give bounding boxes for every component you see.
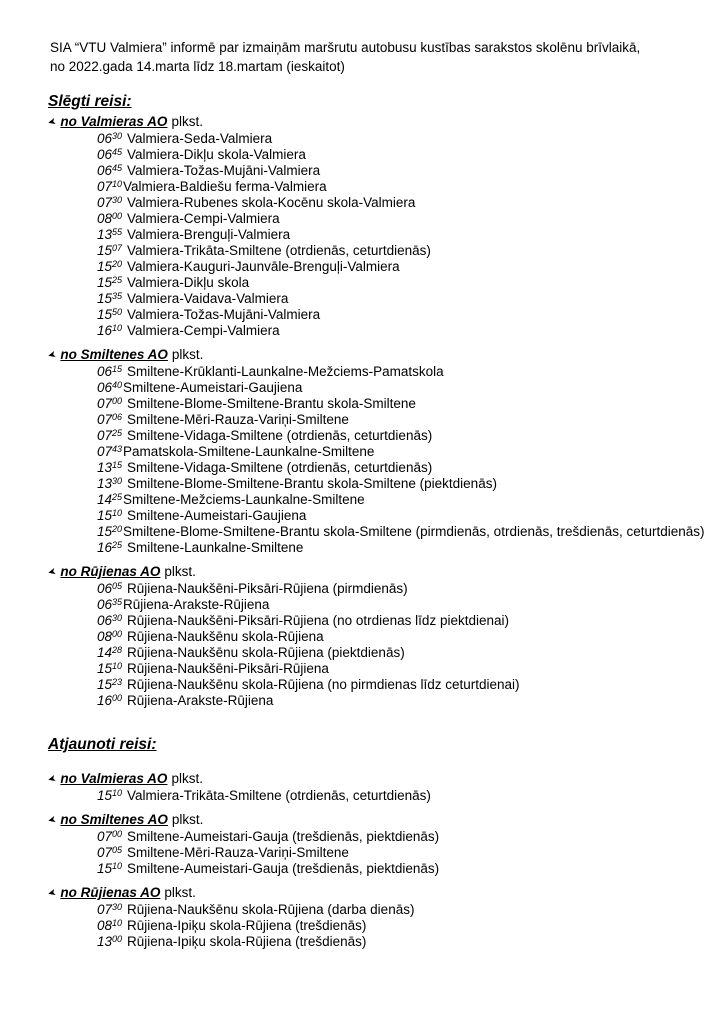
trip-time: [97, 291, 122, 306]
trip-time: [97, 211, 122, 226]
trip-route: Valmiera-Tožas-Mujāni-Valmiera: [127, 163, 321, 178]
depot-group-header: [48, 564, 706, 581]
trip-route: Smiltene-Krūklanti-Launkalne-Mežciems-Pamatskola: [127, 364, 444, 379]
trip-row: [48, 364, 706, 380]
trip-row: [48, 934, 706, 950]
trip-route: Rūjiena-Naukšēnu skola-Rūjiena (piektdienās): [127, 645, 405, 660]
trip-time: [97, 259, 122, 274]
trip-row: [48, 492, 706, 508]
trip-minutes: 45: [112, 162, 123, 173]
trip-hour: 06: [97, 163, 113, 178]
trip-minutes: 28: [112, 644, 123, 655]
intro-line-2: no 2022.gada 14.marta līdz 18.martam (ieskaitot): [50, 59, 345, 74]
trip-minutes: 30: [112, 194, 123, 205]
trip-minutes: 25: [112, 427, 123, 438]
depot-group-label: no Valmieras AO: [60, 114, 168, 129]
trip-hour: 06: [97, 597, 113, 612]
trip-minutes: 23: [112, 676, 123, 687]
trip-route: Rūjiena-Ipiķu skola-Rūjiena (trešdienās): [127, 934, 367, 949]
trip-route: Pamatskola-Smiltene-Launkalne-Smiltene: [123, 444, 375, 459]
trip-minutes: 10: [112, 660, 123, 671]
trip-hour: 13: [97, 934, 113, 949]
trip-time: [97, 195, 122, 210]
trip-row: [48, 613, 706, 629]
trip-list: [48, 902, 706, 950]
trip-hour: 13: [97, 227, 113, 242]
trip-row: [48, 845, 706, 861]
trip-route: Valmiera-Trikāta-Smiltene (otrdienās, ceturtdienās): [127, 788, 431, 803]
depot-group-header: [48, 885, 706, 902]
trip-minutes: 07: [112, 242, 123, 253]
trip-list: [48, 581, 706, 709]
trip-route: Valmiera-Vaidava-Valmiera: [127, 291, 289, 306]
trip-row: [48, 645, 706, 661]
depot-group-time-word: plkst.: [171, 812, 204, 827]
trip-row: [48, 540, 706, 556]
trip-row: [48, 902, 706, 918]
depot-group-time-word: plkst.: [164, 564, 196, 579]
trip-route: Rūjiena-Naukšēni-Piksāri-Rūjiena (no otrdienas līdz piektdienai): [127, 613, 509, 628]
trip-minutes: 00: [112, 395, 123, 406]
trip-hour: 15: [97, 259, 113, 274]
trip-time: [97, 460, 122, 475]
trip-route: Smiltene-Aumeistari-Gaujiena: [127, 508, 307, 523]
trip-minutes: 43: [112, 443, 123, 454]
dart-bullet-icon: ➤: [46, 349, 58, 362]
trip-time: [97, 364, 122, 379]
trip-minutes: 20: [112, 523, 123, 534]
trip-hour: 15: [97, 243, 113, 258]
trip-row: [48, 396, 706, 412]
trip-row: [48, 829, 706, 845]
depot-group-header: [48, 347, 706, 364]
trip-list: [48, 788, 706, 804]
trip-hour: 15: [97, 861, 113, 876]
trip-time: [97, 492, 122, 507]
trip-row: [48, 677, 706, 693]
trip-hour: 15: [97, 661, 113, 676]
trip-hour: 06: [97, 147, 113, 162]
trip-hour: 16: [97, 540, 113, 555]
trip-row: [48, 581, 706, 597]
trip-route: Valmiera-Seda-Valmiera: [127, 131, 273, 146]
trip-route: Rūjiena-Arakste-Rūjiena: [127, 693, 274, 708]
trip-row: [48, 211, 706, 227]
trip-minutes: 40: [112, 379, 123, 390]
dart-bullet-icon: ➤: [46, 887, 58, 900]
sections-container: [48, 92, 706, 950]
trip-route: Smiltene-Mēri-Rauza-Variņi-Smiltene: [127, 412, 349, 427]
trip-route: Smiltene-Aumeistari-Gauja (trešdienās, piektdienās): [127, 861, 440, 876]
trip-route: Rūjiena-Naukšēnu skola-Rūjiena (darba dienās): [127, 902, 415, 917]
trip-minutes: 00: [112, 210, 123, 221]
trip-list: [48, 829, 706, 877]
trip-row: [48, 861, 706, 877]
depot-group-time-word: plkst.: [171, 347, 204, 362]
trip-hour: 08: [97, 918, 113, 933]
trip-minutes: 10: [112, 322, 123, 333]
trip-minutes: 55: [112, 226, 123, 237]
depot-group-label: no Smiltenes AO: [60, 347, 168, 362]
trip-row: [48, 163, 706, 179]
trip-list: [48, 364, 706, 556]
depot-group-label: no Valmieras AO: [60, 771, 168, 786]
trip-hour: 16: [97, 323, 113, 338]
trip-route: Valmiera-Tožas-Mujāni-Valmiera: [127, 307, 321, 322]
depot-group-header: [48, 812, 706, 829]
trip-hour: 13: [97, 460, 113, 475]
trip-minutes: 10: [112, 507, 123, 518]
depot-group: [48, 771, 706, 804]
trip-minutes: 00: [112, 933, 123, 944]
trip-hour: 14: [97, 645, 113, 660]
trip-time: [97, 428, 122, 443]
dart-bullet-icon: ➤: [46, 773, 58, 786]
trip-hour: 07: [97, 829, 113, 844]
section: [48, 735, 706, 950]
trip-route: Valmiera-Dikļu skola: [127, 275, 250, 290]
trip-time: [97, 693, 122, 708]
trip-time: [97, 845, 122, 860]
trip-minutes: 00: [112, 628, 123, 639]
trip-time: [97, 396, 122, 411]
trip-route: Smiltene-Aumeistari-Gauja (trešdienās, piektdienās): [127, 829, 440, 844]
trip-time: [97, 163, 122, 178]
trip-route: Smiltene-Launkalne-Smiltene: [127, 540, 304, 555]
trip-minutes: 30: [112, 612, 123, 623]
trip-row: [48, 661, 706, 677]
trip-hour: 15: [97, 307, 113, 322]
trip-row: [48, 147, 706, 163]
trip-row: [48, 524, 706, 540]
trip-row: [48, 323, 706, 339]
trip-minutes: 50: [112, 306, 123, 317]
trip-minutes: 15: [112, 363, 123, 374]
trip-hour: 07: [97, 195, 113, 210]
trip-route: Rūjiena-Ipiķu skola-Rūjiena (trešdienās): [127, 918, 367, 933]
dart-bullet-icon: ➤: [46, 814, 58, 827]
trip-route: Smiltene-Blome-Smiltene-Brantu skola-Smiltene: [127, 396, 416, 411]
trip-hour: 07: [97, 845, 113, 860]
trip-route: Valmiera-Cempi-Valmiera: [127, 211, 280, 226]
depot-group: [48, 812, 706, 877]
trip-minutes: 00: [112, 692, 123, 703]
trip-time: [97, 227, 122, 242]
trip-hour: 16: [97, 693, 113, 708]
intro-paragraph: [50, 38, 706, 76]
trip-row: [48, 243, 706, 259]
intro-line-1: SIA “VTU Valmiera” informē par izmaiņām maršrutu autobusu kustības sarakstos skolēnu brīvlaikā,: [50, 40, 641, 55]
trip-row: [48, 460, 706, 476]
depot-group-label: no Smiltenes AO: [60, 812, 168, 827]
depot-group-header: [48, 114, 706, 131]
trip-row: [48, 508, 706, 524]
trip-minutes: 45: [112, 146, 123, 157]
trip-minutes: 10: [112, 178, 123, 189]
trip-time: [97, 597, 122, 612]
section-title: Slēgti reisi:: [48, 93, 132, 110]
trip-time: [97, 307, 122, 322]
trip-minutes: 20: [112, 258, 123, 269]
trip-hour: 06: [97, 581, 113, 596]
trip-time: [97, 412, 122, 427]
trip-route: Smiltene-Mežciems-Launkalne-Smiltene: [123, 492, 365, 507]
trip-time: [97, 629, 122, 644]
trip-minutes: 25: [112, 539, 123, 550]
trip-time: [97, 788, 122, 803]
trip-route: Smiltene-Mēri-Rauza-Variņi-Smiltene: [127, 845, 349, 860]
trip-hour: 06: [97, 380, 113, 395]
trip-route: Valmiera-Cempi-Valmiera: [127, 323, 280, 338]
trip-minutes: 10: [112, 860, 123, 871]
trip-hour: 13: [97, 476, 113, 491]
trip-hour: 15: [97, 275, 113, 290]
trip-minutes: 05: [112, 844, 123, 855]
trip-hour: 15: [97, 788, 113, 803]
section-groups: [48, 114, 706, 709]
trip-time: [97, 613, 122, 628]
trip-time: [97, 934, 122, 949]
trip-time: [97, 661, 122, 676]
trip-row: [48, 307, 706, 323]
trip-row: [48, 291, 706, 307]
trip-list: [48, 131, 706, 339]
trip-hour: 07: [97, 396, 113, 411]
trip-route: Valmiera-Baldiešu ferma-Valmiera: [123, 179, 327, 194]
dart-bullet-icon: ➤: [46, 566, 58, 579]
trip-row: [48, 629, 706, 645]
trip-row: [48, 476, 706, 492]
trip-minutes: 00: [112, 828, 123, 839]
trip-hour: 07: [97, 428, 113, 443]
trip-row: [48, 380, 706, 396]
trip-route: Smiltene-Vidaga-Smiltene (otrdienās, ceturtdienās): [127, 428, 433, 443]
depot-group-header: [48, 771, 706, 788]
trip-hour: 15: [97, 291, 113, 306]
trip-route: Smiltene-Aumeistari-Gaujiena: [123, 380, 303, 395]
trip-route: Rūjiena-Naukšēni-Piksāri-Rūjiena (pirmdienās): [127, 581, 408, 596]
trip-time: [97, 918, 122, 933]
trip-time: [97, 902, 122, 917]
depot-group-time-word: plkst.: [171, 771, 203, 786]
trip-time: [97, 645, 122, 660]
trip-hour: 06: [97, 613, 113, 628]
trip-minutes: 30: [112, 130, 123, 141]
trip-row: [48, 918, 706, 934]
trip-route: Rūjiena-Naukšēnu skola-Rūjiena: [127, 629, 324, 644]
trip-row: [48, 428, 706, 444]
trip-hour: 07: [97, 412, 113, 427]
trip-row: [48, 195, 706, 211]
trip-time: [97, 131, 122, 146]
trip-route: Valmiera-Brenguļi-Valmiera: [127, 227, 291, 242]
trip-hour: 07: [97, 179, 113, 194]
trip-time: [97, 275, 122, 290]
trip-hour: 08: [97, 629, 113, 644]
trip-time: [97, 540, 122, 555]
trip-hour: 07: [97, 444, 113, 459]
depot-group: [48, 564, 706, 709]
dart-bullet-icon: ➤: [46, 116, 58, 129]
trip-hour: 07: [97, 902, 113, 917]
trip-minutes: 25: [112, 491, 123, 502]
trip-hour: 08: [97, 211, 113, 226]
trip-row: [48, 412, 706, 428]
trip-time: [97, 677, 122, 692]
trip-time: [97, 861, 122, 876]
trip-row: [48, 227, 706, 243]
trip-row: [48, 131, 706, 147]
trip-minutes: 35: [112, 290, 123, 301]
trip-row: [48, 788, 706, 804]
trip-route: Valmiera-Kauguri-Jaunvāle-Brenguļi-Valmiera: [127, 259, 400, 274]
trip-minutes: 15: [112, 459, 123, 470]
trip-row: [48, 275, 706, 291]
section-groups: [48, 771, 706, 950]
trip-hour: 06: [97, 131, 113, 146]
trip-time: [97, 243, 122, 258]
trip-minutes: 10: [112, 917, 123, 928]
trip-minutes: 35: [112, 596, 123, 607]
section-title: Atjaunoti reisi:: [48, 736, 157, 753]
trip-hour: 06: [97, 364, 113, 379]
trip-minutes: 10: [112, 787, 123, 798]
trip-hour: 15: [97, 508, 113, 523]
trip-row: [48, 444, 706, 460]
trip-row: [48, 179, 706, 195]
trip-time: [97, 476, 122, 491]
trip-route: Smiltene-Blome-Smiltene-Brantu skola-Smiltene (piektdienās): [127, 476, 497, 491]
depot-group-label: no Rūjienas AO: [60, 564, 161, 579]
trip-time: [97, 380, 122, 395]
trip-row: [48, 597, 706, 613]
depot-group: [48, 114, 706, 339]
trip-row: [48, 259, 706, 275]
trip-time: [97, 508, 122, 523]
trip-time: [97, 179, 122, 194]
depot-group-time-word: plkst.: [164, 885, 196, 900]
depot-group: [48, 347, 706, 556]
trip-row: [48, 693, 706, 709]
trip-route: Smiltene-Vidaga-Smiltene (otrdienās, ceturtdienās): [127, 460, 433, 475]
trip-route: Rūjiena-Naukšēni-Piksāri-Rūjiena: [127, 661, 329, 676]
trip-hour: 15: [97, 677, 113, 692]
section: [48, 92, 706, 709]
trip-time: [97, 524, 122, 539]
trip-time: [97, 323, 122, 338]
trip-minutes: 05: [112, 580, 123, 591]
depot-group-label: no Rūjienas AO: [60, 885, 161, 900]
trip-route: Valmiera-Dikļu skola-Valmiera: [127, 147, 306, 162]
trip-route: Rūjiena-Arakste-Rūjiena: [123, 597, 270, 612]
trip-minutes: 06: [112, 411, 123, 422]
trip-hour: 15: [97, 524, 113, 539]
trip-route: Valmiera-Trikāta-Smiltene (otrdienās, ceturtdienās): [127, 243, 431, 258]
trip-time: [97, 444, 122, 459]
trip-time: [97, 147, 122, 162]
trip-minutes: 30: [112, 901, 123, 912]
depot-group: [48, 885, 706, 950]
trip-route: Valmiera-Rubenes skola-Kocēnu skola-Valmiera: [127, 195, 416, 210]
trip-hour: 14: [97, 492, 113, 507]
trip-time: [97, 581, 122, 596]
trip-minutes: 25: [112, 274, 123, 285]
trip-route: Smiltene-Blome-Smiltene-Brantu skola-Smiltene (pirmdienās, otrdienās, trešdienās, ceturtdienās): [123, 524, 705, 539]
trip-time: [97, 829, 122, 844]
trip-route: Rūjiena-Naukšēnu skola-Rūjiena (no pirmdienas līdz ceturtdienai): [127, 677, 520, 692]
depot-group-time-word: plkst.: [171, 114, 203, 129]
trip-minutes: 30: [112, 475, 123, 486]
